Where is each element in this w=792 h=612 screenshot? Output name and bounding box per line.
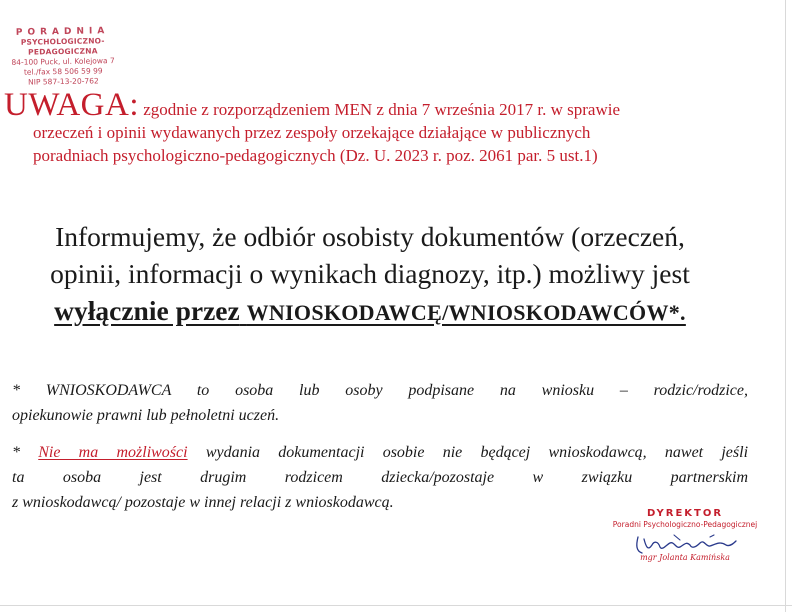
page-edge-right xyxy=(785,0,786,612)
main-emphasis-caps: WNIOSKODAWCĘ/WNIOSKODAWCÓW*. xyxy=(246,300,686,325)
signature-title: DYREKTOR xyxy=(646,508,724,519)
signature-name: mgr Jolanta Kamińska xyxy=(640,553,730,562)
stamp-line-2: PSYCHOLOGICZNO-PEDAGOGICZNA xyxy=(20,36,105,57)
main-statement xyxy=(15,218,725,331)
note2-line-2: ta osoba jest drugim rodzicem dziecka/pozostaje w związku partnerskim xyxy=(12,469,748,486)
note1-line-2: opiekunowie prawni lub pełnoletni uczeń. xyxy=(12,407,280,424)
legal-notice-line-1 xyxy=(4,87,744,123)
note2-line-1 xyxy=(12,440,748,465)
director-signature-block xyxy=(612,508,758,562)
footnote-restriction xyxy=(12,440,748,515)
institution-stamp xyxy=(3,26,122,88)
note1-line-1: * WNIOSKODAWCA to osoba lub osoby podpisane na wniosku – rodzic/rodzice, xyxy=(12,382,748,399)
main-line-2: opinii, informacji o wynikach diagnozy, itp.) możliwy jest xyxy=(50,258,690,289)
notice-text-2: orzeczeń i opinii wydawanych przez zespoły orzekające działające w publicznych xyxy=(33,123,591,142)
notice-text-3: poradniach psychologiczno-pedagogicznych (Dz. U. 2023 r. poz. 2061 par. 5 ust.1) xyxy=(33,146,598,165)
stamp-line-5: NIP 587-13-20-762 xyxy=(28,76,99,87)
main-emphasis-line xyxy=(15,292,725,331)
stamp-line-3: 84-100 Puck, ul. Kolejowa 7 xyxy=(11,56,115,67)
page-edge-bottom xyxy=(0,605,792,606)
stamp-line-1: PORADNIA xyxy=(15,26,110,38)
signature-institution: Poradni Psychologiczno-Pedagogicznej xyxy=(612,520,758,529)
note2-highlight: Nie ma możliwości xyxy=(38,444,188,461)
stamp-line-4: tel./fax 58 506 59 99 xyxy=(23,66,103,77)
notice-title: UWAGA: xyxy=(4,87,139,123)
main-line-1: Informujemy, że odbiór osobisty dokumentów (orzeczeń, xyxy=(55,221,685,252)
note2-line-1-rest: wydania dokumentacji osobie nie będącej wnioskodawcą, nawet jeśli xyxy=(187,444,749,461)
notice-text-1: zgodnie z rozporządzeniem MEN z dnia 7 września 2017 r. w sprawie xyxy=(143,100,621,119)
main-emphasis: wyłącznie przez xyxy=(54,295,240,326)
note2-line-3: z wnioskodawcą/ pozostaje w innej relacji z wnioskodawcą. xyxy=(12,494,394,511)
footnote-applicant xyxy=(12,378,748,428)
legal-notice xyxy=(4,87,744,167)
note2-prefix: * xyxy=(12,444,39,461)
